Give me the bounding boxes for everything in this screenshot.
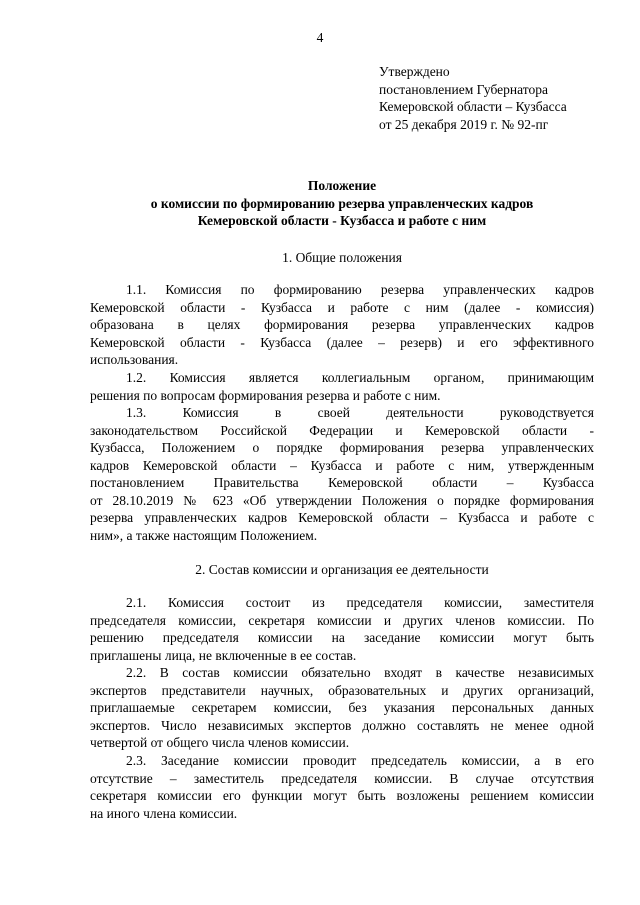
title-line: Кемеровской области - Кузбасса и работе с ним (197, 213, 487, 228)
text-line: 1.2. Комиссия является коллегиальным органом, принимающим (126, 370, 594, 385)
text-line: 1.3. Комиссия в своей деятельности руководствуется (126, 405, 594, 420)
text-line: экспертов. Число независимых экспертов должно составлять не менее одной (90, 717, 594, 733)
text-line: секретаря комиссии его функции могут быть возложены решением комиссии (90, 788, 594, 803)
approval-line: Кемеровской области – Кузбасса (379, 99, 567, 114)
text-line: приглашаемые секретарем комиссии, без указания персональных данных (90, 700, 594, 715)
text-line: четвертой от общего числа членов комиссии. (90, 735, 350, 750)
text-line: использования. (90, 352, 179, 367)
text-line: решению председателя комиссии на заседание комиссии могут быть (90, 630, 594, 645)
text-line: от 28.10.2019 № 623 «Об утверждении Положения о порядке формирования (90, 492, 594, 508)
text-line: резерва управленческих кадров Кемеровской области – Кузбасса и работе с (90, 510, 594, 525)
title-line: о комиссии по формированию резерва управленческих кадров (150, 195, 534, 211)
text-line: 1.1. Комиссия по формированию резерва управленческих кадров (126, 282, 594, 297)
approval-stamp (379, 63, 629, 133)
text-line: 2.1. Комиссия состоит из председателя комиссии, заместителя (126, 595, 594, 610)
approval-line: постановлением Губернатора (379, 81, 548, 97)
document-title (90, 177, 594, 230)
text-line: на иного члена комиссии. (90, 805, 238, 821)
text-line: кадров Кемеровской области – Кузбасса и работе с ним, утвержденным (90, 457, 594, 473)
text-line: постановлением Правительства Кемеровской области – Кузбасса (90, 475, 594, 490)
text-line: ним», а также настоящим Положением. (90, 527, 318, 543)
text-line: 2.2. В состав комиссии обязательно входят в качестве независимых (126, 665, 594, 680)
text-line: приглашены лица, не включенные в ее состав. (90, 647, 357, 663)
text-line: решения по вопросам формирования резерва и работе с ним. (90, 387, 441, 403)
text-line: образована в целях формирования резерва управленческих кадров (90, 317, 594, 332)
section-1-heading: 1. Общие положения (282, 250, 402, 265)
text-line: отсутствие – заместитель председателя комиссии. В случае отсутствия (90, 770, 594, 786)
text-line: Кемеровской области - Кузбасса и работе с ним (далее - комиссия) (90, 299, 594, 315)
paragraph-2-3 (90, 752, 594, 822)
text-line: 2.3. Заседание комиссии проводит председатель комиссии, а в его (126, 753, 594, 768)
page-number: 4 (316, 30, 324, 45)
approval-line: Утверждено (379, 64, 450, 79)
text-line: Кузбасса, Положением о порядке формирования резерва управленческих (90, 440, 594, 455)
paragraph-1-1 (90, 281, 594, 369)
section-2-heading: 2. Состав комиссии и организация ее деятельности (195, 562, 489, 577)
text-line: председателя комиссии, секретаря комиссии и других членов комиссии. По (90, 612, 594, 628)
paragraph-1-3 (90, 404, 594, 544)
text-line: законодательством Российской Федерации и Кемеровской области - (90, 422, 594, 438)
paragraph-2-2 (90, 664, 594, 752)
text-line: Кемеровской области - Кузбасса (далее – резерв) и его эффективного (90, 334, 594, 350)
text-line: экспертов представители научных, образовательных и других организаций, (90, 682, 594, 698)
title-line: Положение (307, 178, 377, 193)
paragraph-1-2 (90, 369, 594, 404)
approval-line: от 25 декабря 2019 г. № 92-пг (379, 116, 549, 132)
paragraph-2-1 (90, 594, 594, 664)
